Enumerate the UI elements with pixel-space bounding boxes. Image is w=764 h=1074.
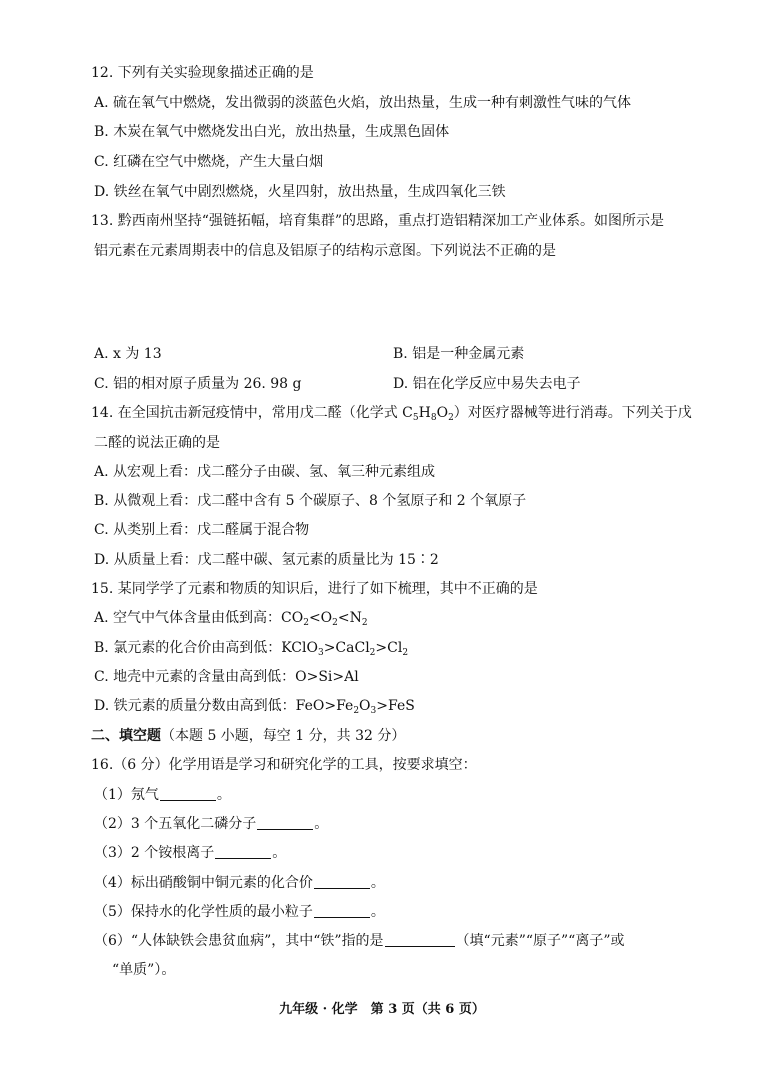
q12-option-b: B. 木炭在氧气中燃烧发出白光，放出热量，生成黑色固体 <box>94 124 450 140</box>
q15-stem: 15. 某同学学了元素和物质的知识后，进行了如下梳理，其中不正确的是 <box>91 581 538 597</box>
q16-item-4: （4）标出硝酸铜中铜元素的化合价 。 <box>94 875 385 891</box>
section-note: （本题 5 小题，每空 1 分，共 32 分） <box>161 728 406 744</box>
q13-option-a: A. x 为 13 <box>94 346 162 362</box>
q15-option-b: B. 氯元素的化合价由高到低：$KClO_3>CaCl_2>Cl_2$ <box>94 640 409 658</box>
answer-blank[interactable] <box>160 786 216 801</box>
q14-option-c: C. 从类别上看：戊二醛属于混合物 <box>94 522 310 538</box>
q12-option-c: C. 红磷在空气中燃烧，产生大量白烟 <box>94 154 324 170</box>
q16-item-6-line2: “单质”）。 <box>112 962 176 978</box>
q13-option-c: C. 铝的相对原子质量为 26. 98 g <box>94 376 302 392</box>
q14-stem-line1: 14. 在全国抗击新冠疫情中，常用戊二醛（化学式 $C_5H_8O_2$）对医疗器械等进行消毒。下列关于戊 <box>91 405 692 423</box>
q16-item-6: （6）“人体缺铁会患贫血病”，其中“铁”指的是 （填“元素”“原子”“离子”或 <box>94 933 625 949</box>
answer-blank[interactable] <box>385 932 455 947</box>
q15-option-c: C. 地壳中元素的含量由高到低：O>Si>Al <box>94 669 359 685</box>
q14-option-a: A. 从宏观上看：戊二醛分子由碳、氢、氧三种元素组成 <box>94 464 436 480</box>
q13-stem-line1: 13. 黔西南州坚持“强链拓幅，培育集群”的思路，重点打造铝精深加工产业体系。如图所示是 <box>91 213 665 229</box>
answer-blank[interactable] <box>215 844 271 859</box>
q16-item-3: （3）2 个铵根离子 。 <box>94 845 287 861</box>
q15-option-a: A. 空气中气体含量由低到高：$CO_2<O_2<N_2$ <box>94 610 368 628</box>
q12-stem: 12. 下列有关实验现象描述正确的是 <box>91 65 314 81</box>
q14-stem-line2: 二醛的说法正确的是 <box>94 435 220 451</box>
section-heading-fill-in: 二、填空题（本题 5 小题，每空 1 分，共 32 分） <box>91 728 406 744</box>
q13-option-d: D. 铝在化学反应中易失去电子 <box>393 376 581 392</box>
q12-option-a: A. 硫在氧气中燃烧，发出微弱的淡蓝色火焰，放出热量，生成一种有刺激性气味的气体 <box>94 95 632 111</box>
q14-option-d: D. 从质量上看：戊二醛中碳、氢元素的质量比为 15∶2 <box>94 552 439 568</box>
q15-option-d: D. 铁元素的质量分数由高到低：$FeO>Fe_2O_3>FeS$ <box>94 698 415 716</box>
q16-item-2: （2）3 个五氧化二磷分子 。 <box>94 816 329 832</box>
q13-option-b: B. 铝是一种金属元素 <box>393 346 525 362</box>
q12-option-d: D. 铁丝在氧气中剧烈燃烧，火星四射，放出热量，生成四氧化三铁 <box>94 184 506 200</box>
q13-stem-line2: 铝元素在元素周期表中的信息及铝原子的结构示意图。下列说法不正确的是 <box>94 243 556 259</box>
answer-blank[interactable] <box>314 903 370 918</box>
q16-item-5: （5）保持水的化学性质的最小粒子 。 <box>94 904 385 920</box>
page-footer: 九年级 · 化学 第 3 页（共 6 页） <box>279 1002 485 1017</box>
answer-blank[interactable] <box>257 815 313 830</box>
q16-item-1: （1）氖气 。 <box>94 787 231 803</box>
q16-stem: 16.（6 分）化学用语是学习和研究化学的工具，按要求填空： <box>91 757 477 773</box>
answer-blank[interactable] <box>314 874 370 889</box>
q14-option-b: B. 从微观上看：戊二醛中含有 5 个碳原子、8 个氢原子和 2 个氧原子 <box>94 493 527 509</box>
